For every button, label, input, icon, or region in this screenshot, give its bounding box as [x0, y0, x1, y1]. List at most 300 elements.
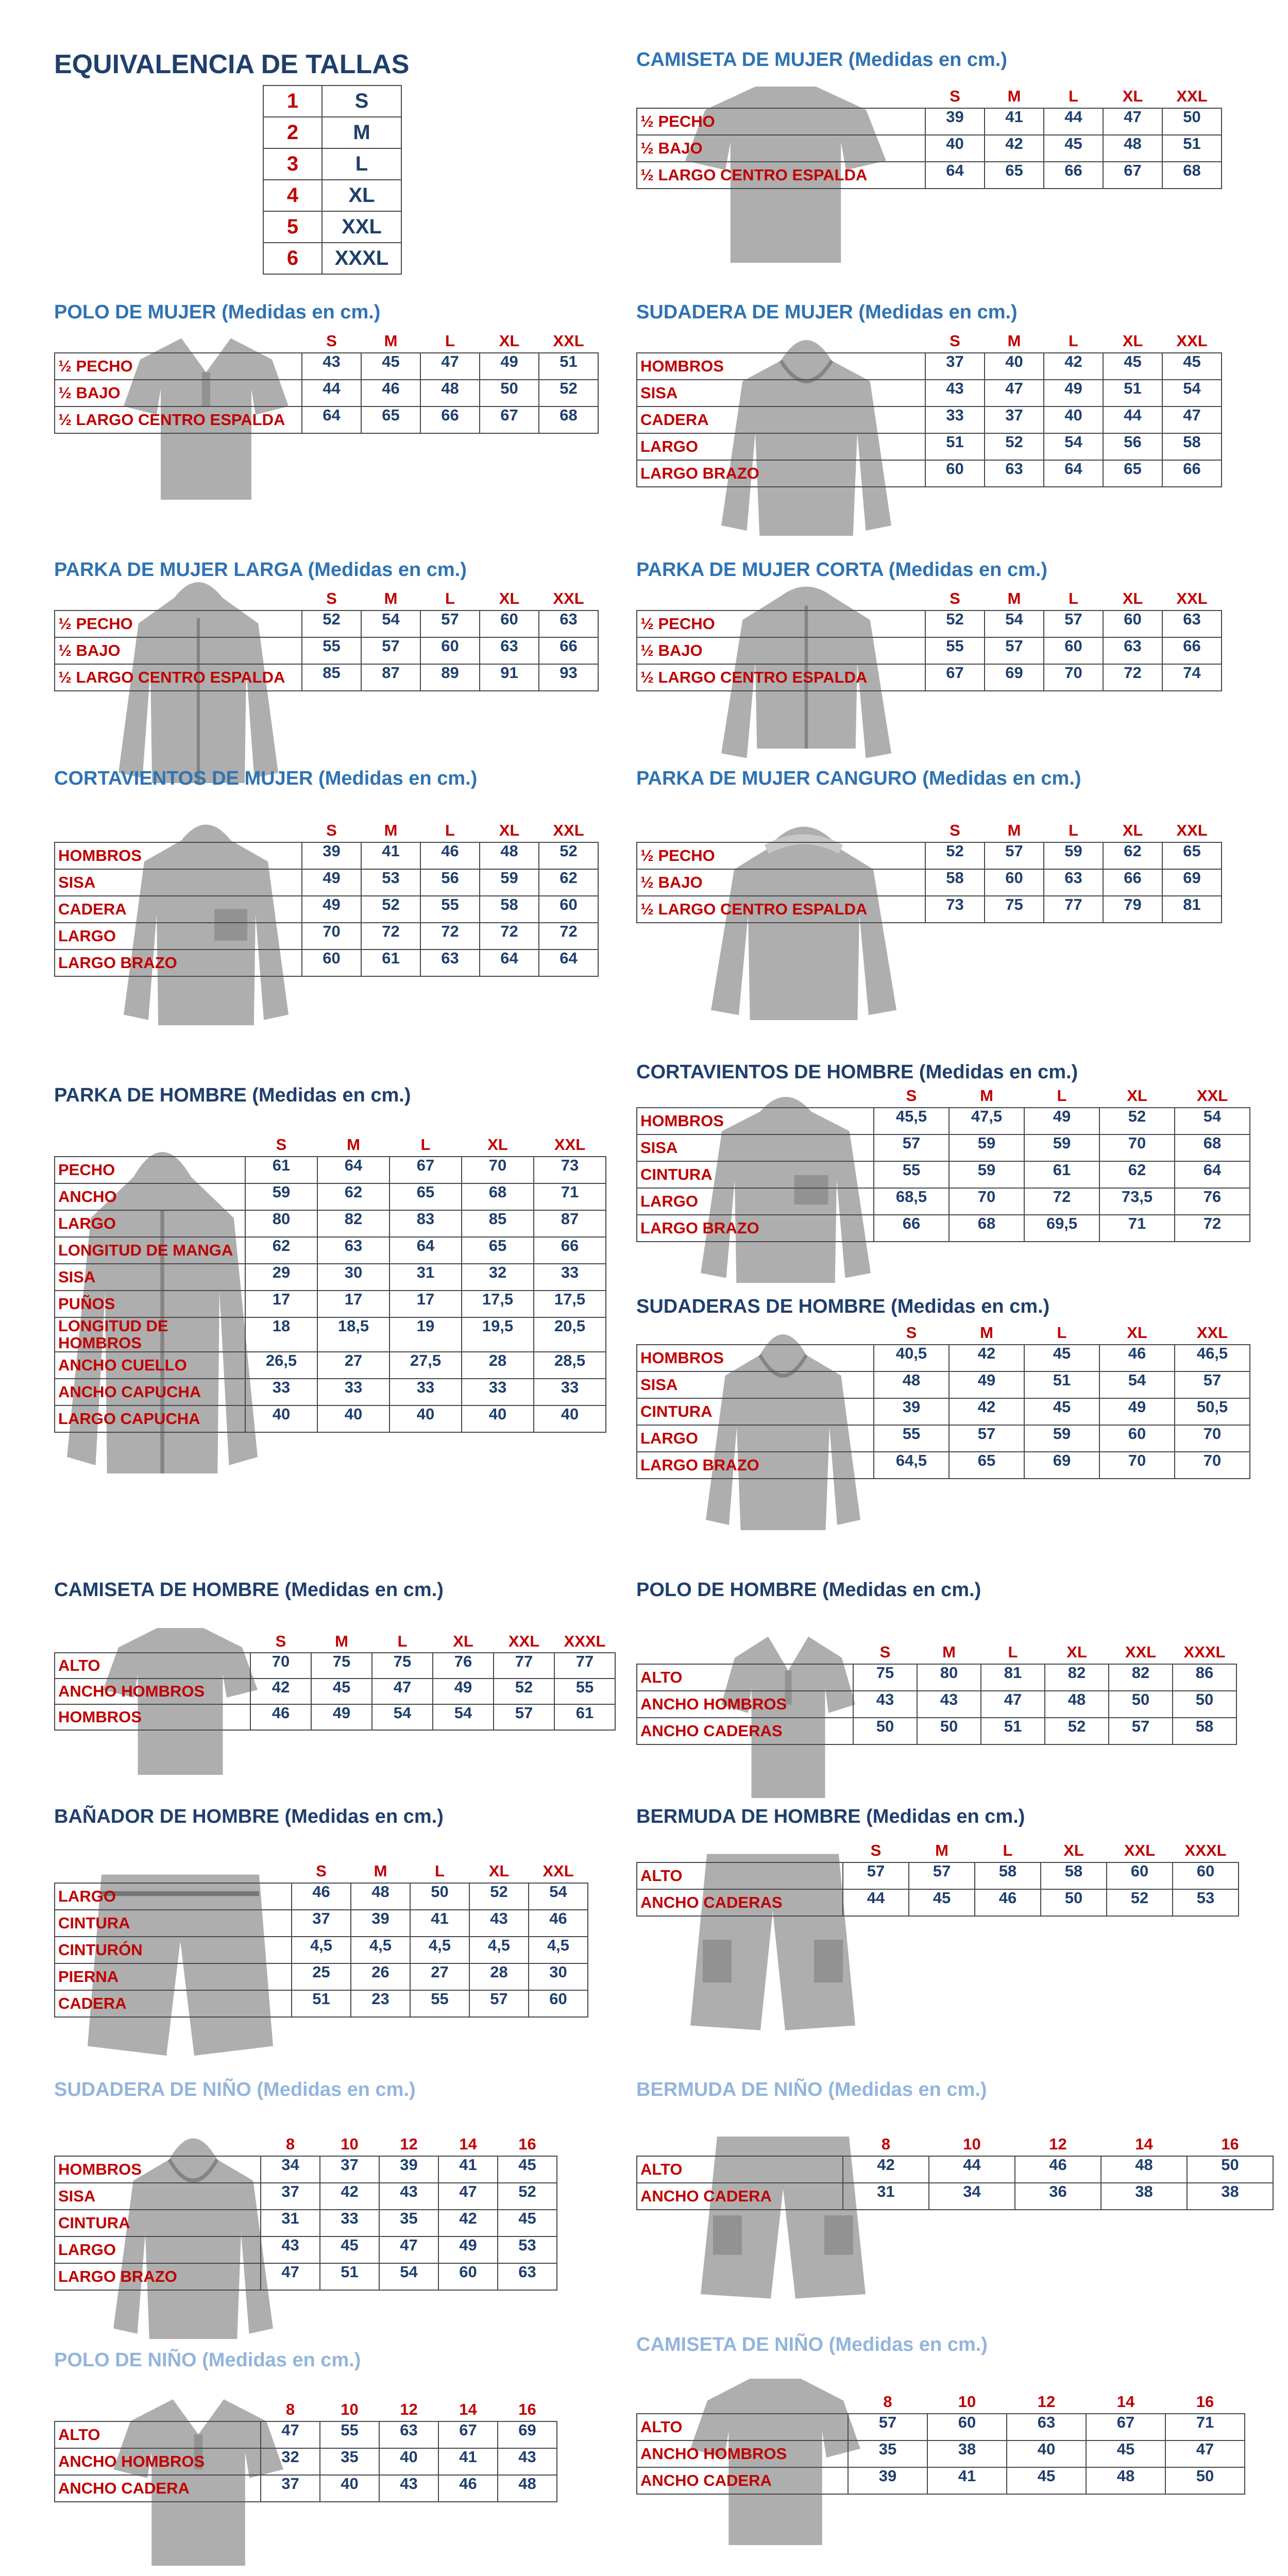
measure-value: 54 [379, 2263, 438, 2290]
size-header: XL [1122, 87, 1143, 105]
measure-value: 51 [539, 353, 598, 380]
size-header: S [870, 1841, 882, 1859]
measure-value: 65 [949, 1452, 1024, 1479]
measure-row [55, 2475, 557, 2502]
size-header: S [906, 1323, 917, 1342]
measure-value: 37 [320, 2156, 379, 2183]
measure-value: 35 [848, 2441, 927, 2467]
measure-value: 37 [261, 2183, 320, 2210]
equivalence-row [263, 148, 401, 180]
measure-value: 75 [985, 896, 1044, 923]
equivalence-table [263, 85, 402, 275]
measure-value: 93 [539, 664, 598, 691]
measure-label: ½ PECHO [55, 611, 302, 637]
measure-label: CADERA [55, 896, 302, 923]
measure-label: ½ BAJO [637, 135, 925, 162]
measure-row [55, 1210, 606, 1237]
measure-value: 85 [302, 664, 361, 691]
size-header: M [347, 1135, 360, 1154]
size-header: L [1057, 1323, 1067, 1342]
measure-value: 42 [843, 2156, 929, 2183]
measure-label: HOMBROS [637, 1345, 874, 1371]
measure-value: 68 [1175, 1134, 1250, 1161]
measure-value: 57 [985, 842, 1044, 869]
measure-value: 49 [1099, 1398, 1175, 1425]
measure-value: 46 [361, 380, 420, 406]
measure-value: 50 [1165, 2467, 1245, 2494]
size-header: XXL [1196, 1086, 1228, 1105]
measure-value: 32 [261, 2448, 320, 2475]
parka-mujer-larga-size-table [54, 587, 599, 691]
size-header-row [55, 1860, 588, 1883]
measure-label: ANCHO CADERA [637, 2183, 843, 2210]
measure-value: 58 [975, 1862, 1041, 1889]
measure-row [55, 2183, 557, 2210]
size-header: XL [1127, 1086, 1147, 1105]
measure-label: LARGO BRAZO [55, 2263, 261, 2290]
measure-label: ALTO [55, 2421, 261, 2448]
size-header: L [1069, 87, 1078, 105]
measure-value: 62 [317, 1183, 389, 1210]
equivalence-row [263, 243, 401, 274]
size-header-row [637, 85, 1222, 108]
size-header: 14 [1135, 2134, 1153, 2153]
size-header-row [637, 587, 1222, 611]
measure-value: 67 [1086, 2414, 1165, 2441]
measure-value: 64 [302, 406, 361, 433]
measure-row [637, 664, 1222, 691]
measure-row [637, 1371, 1250, 1398]
header-spacer [55, 587, 302, 611]
size-header: M [1007, 589, 1021, 607]
size-header-row [55, 587, 598, 611]
measure-value: 61 [361, 950, 420, 976]
measure-row [55, 2210, 557, 2236]
measure-value: 34 [929, 2183, 1015, 2210]
measure-value: 80 [917, 1664, 981, 1691]
measure-value: 32 [462, 1264, 534, 1291]
measure-value: 55 [420, 896, 480, 923]
measure-value: 54 [1175, 1108, 1250, 1134]
measure-value: 18 [245, 1317, 317, 1352]
measure-label: CADERA [55, 1990, 292, 2017]
measure-value: 17 [317, 1291, 389, 1317]
measure-value: 4,5 [469, 1937, 529, 1963]
measure-row [55, 1379, 606, 1405]
measure-row [637, 869, 1222, 896]
measure-row [637, 1134, 1250, 1161]
size-header: M [980, 1323, 993, 1342]
table-title: PARKA DE MUJER LARGA (Medidas en cm.) [54, 559, 467, 581]
measure-label: HOMBROS [637, 353, 925, 380]
measure-value: 70 [949, 1188, 1024, 1215]
measure-value: 40 [389, 1405, 462, 1432]
measure-value: 60 [1107, 1862, 1173, 1889]
measure-row [637, 2414, 1245, 2441]
measure-label: ½ PECHO [637, 842, 925, 869]
table-title: CORTAVIENTOS DE HOMBRE (Medidas en cm.) [636, 1061, 1078, 1083]
size-header: XXL [1196, 1323, 1228, 1342]
measure-value: 52 [539, 842, 598, 869]
measure-value: 4,5 [292, 1937, 351, 1963]
measure-value: 87 [361, 664, 420, 691]
table-title: PARKA DE HOMBRE (Medidas en cm.) [54, 1084, 411, 1106]
banador-hombre-size-table [54, 1860, 588, 2018]
parka-mujer-corta-size-table [636, 587, 1222, 691]
measure-value: 42 [949, 1398, 1024, 1425]
measure-value: 79 [1103, 896, 1162, 923]
measure-label: SISA [637, 1371, 874, 1398]
measure-value: 52 [925, 842, 985, 869]
measure-value: 41 [985, 108, 1044, 135]
measure-value: 57 [1044, 611, 1103, 637]
measure-label: LARGO BRAZO [637, 1215, 874, 1242]
measure-row [637, 1345, 1250, 1371]
size-header: L [445, 331, 455, 350]
measure-value: 72 [1103, 664, 1162, 691]
measure-row [55, 1990, 588, 2017]
measure-value: 85 [462, 1210, 534, 1237]
measure-value: 51 [1162, 135, 1222, 162]
table-title: PARKA DE MUJER CANGURO (Medidas en cm.) [636, 768, 1081, 789]
measure-value: 52 [1045, 1718, 1109, 1744]
measure-value: 25 [292, 1963, 351, 1990]
measure-value: 39 [848, 2467, 927, 2494]
measure-value: 45 [1103, 353, 1162, 380]
measure-value: 40 [462, 1405, 534, 1432]
size-header: M [980, 1086, 993, 1105]
measure-value: 39 [351, 1910, 410, 1937]
measure-label: ½ BAJO [55, 637, 302, 664]
measure-row [55, 1937, 588, 1963]
measure-value: 62 [1099, 1161, 1175, 1188]
measure-value: 33 [317, 1379, 389, 1405]
size-header: 16 [1221, 2134, 1239, 2153]
measure-value: 63 [539, 611, 598, 637]
measure-value: 42 [985, 135, 1044, 162]
measure-value: 58 [925, 869, 985, 896]
size-header: XL [499, 331, 520, 350]
size-header: M [942, 1642, 956, 1661]
measure-value: 64 [389, 1237, 462, 1264]
measure-label: ANCHO HOMBROS [637, 1691, 853, 1718]
measure-value: 39 [925, 108, 985, 135]
measure-value: 39 [379, 2156, 438, 2183]
measure-row [637, 380, 1222, 406]
measure-value: 33 [534, 1264, 606, 1291]
measure-value: 43 [917, 1691, 981, 1718]
measure-value: 52 [1107, 1889, 1173, 1916]
measure-row [637, 1718, 1236, 1744]
measure-value: 40 [1007, 2441, 1086, 2467]
measure-value: 58 [480, 896, 539, 923]
measure-row [55, 869, 598, 896]
measure-row [55, 664, 598, 691]
measure-value: 42 [949, 1345, 1024, 1371]
measure-label: ANCHO [55, 1183, 245, 1210]
measure-row [637, 1425, 1250, 1452]
measure-value: 57 [1175, 1371, 1250, 1398]
measure-value: 55 [874, 1161, 949, 1188]
measure-value: 48 [874, 1371, 949, 1398]
measure-row [55, 1317, 606, 1352]
measure-label: LARGO [55, 1210, 245, 1237]
size-header: XXL [1176, 821, 1208, 839]
measure-value: 61 [1024, 1161, 1099, 1188]
measure-value: 34 [261, 2156, 320, 2183]
size-header: L [445, 821, 455, 839]
measure-value: 51 [320, 2263, 379, 2290]
measure-value: 48 [498, 2475, 557, 2502]
measure-value: 47 [1103, 108, 1162, 135]
measure-label: SISA [55, 1264, 245, 1291]
measure-value: 57 [361, 637, 420, 664]
measure-value: 31 [843, 2183, 929, 2210]
size-header: 8 [881, 2134, 891, 2153]
measure-value: 50,5 [1175, 1398, 1250, 1425]
measure-value: 49 [311, 1704, 372, 1730]
size-header: 8 [883, 2392, 892, 2411]
cortavientos-mujer-size-table [54, 819, 599, 977]
measure-label: ALTO [637, 1664, 853, 1691]
size-header: 16 [518, 2400, 536, 2418]
size-header: S [950, 589, 960, 607]
measure-row [55, 380, 598, 406]
measure-value: 40 [925, 135, 985, 162]
measure-label: LARGO CAPUCHA [55, 1405, 245, 1432]
measure-label: PIERNA [55, 1963, 292, 1990]
size-header: XXL [1176, 331, 1208, 350]
size-header: XXXL [1184, 1841, 1227, 1859]
measure-value: 51 [1103, 380, 1162, 406]
measure-value: 42 [438, 2210, 498, 2236]
measure-value: 61 [245, 1157, 317, 1183]
table-title: BERMUDA DE HOMBRE (Medidas en cm.) [636, 1806, 1025, 1827]
measure-value: 63 [379, 2421, 438, 2448]
size-header: XL [487, 1135, 508, 1154]
measure-value: 48 [351, 1883, 410, 1910]
measure-value: 40 [534, 1405, 606, 1432]
measure-value: 41 [927, 2467, 1007, 2494]
header-spacer [637, 1321, 874, 1345]
measure-value: 52 [494, 1679, 554, 1704]
equivalence-number: 3 [263, 148, 322, 180]
measure-row [55, 1352, 606, 1379]
size-header-row [637, 1641, 1236, 1664]
table-title: CAMISETA DE NIÑO (Medidas en cm.) [636, 2334, 988, 2355]
size-header: XXXL [1183, 1642, 1226, 1661]
measure-label: HOMBROS [637, 1108, 874, 1134]
measure-value: 58 [1041, 1862, 1107, 1889]
measure-label: ½ LARGO CENTRO ESPALDA [55, 406, 302, 433]
measure-value: 41 [438, 2156, 498, 2183]
measure-value: 69 [1024, 1452, 1099, 1479]
measure-value: 47 [985, 380, 1044, 406]
size-header: XL [1063, 1841, 1084, 1859]
measure-label: ANCHO HOMBROS [55, 2448, 261, 2475]
measure-value: 59 [1044, 842, 1103, 869]
measure-label: ANCHO HOMBROS [637, 2441, 848, 2467]
measure-value: 63 [480, 637, 539, 664]
table-title: SUDADERAS DE HOMBRE (Medidas en cm.) [636, 1296, 1050, 1317]
measure-value: 73 [925, 896, 985, 923]
size-header: 14 [1116, 2392, 1135, 2411]
measure-value: 77 [554, 1653, 615, 1679]
measure-value: 72 [480, 923, 539, 950]
measure-value: 68,5 [874, 1188, 949, 1215]
measure-value: 47,5 [949, 1108, 1024, 1134]
measure-value: 41 [410, 1910, 469, 1937]
measure-label: LARGO [637, 1425, 874, 1452]
measure-label: HOMBROS [55, 1704, 250, 1730]
table-title: POLO DE HOMBRE (Medidas en cm.) [636, 1579, 981, 1601]
measure-value: 64 [539, 950, 598, 976]
measure-value: 54 [372, 1704, 433, 1730]
measure-value: 19 [389, 1317, 462, 1352]
measure-value: 42 [250, 1679, 311, 1704]
polo-mujer-size-table [54, 330, 599, 434]
measure-value: 48 [1103, 135, 1162, 162]
measure-value: 59 [1024, 1134, 1099, 1161]
measure-value: 45 [311, 1679, 372, 1704]
measure-label: ALTO [55, 1653, 250, 1679]
measure-label: CINTURA [637, 1398, 874, 1425]
equivalence-row [263, 86, 401, 117]
measure-value: 55 [874, 1425, 949, 1452]
size-header: 10 [341, 2400, 359, 2418]
measure-label: LARGO BRAZO [637, 1452, 874, 1479]
size-header-row [637, 330, 1222, 353]
header-spacer [55, 2398, 261, 2421]
measure-value: 67 [389, 1157, 462, 1183]
measure-value: 91 [480, 664, 539, 691]
measure-value: 51 [1024, 1371, 1099, 1398]
measure-row [637, 1691, 1236, 1718]
measure-value: 53 [1173, 1889, 1239, 1916]
equivalence-row [263, 180, 401, 211]
bermuda-nino-size-table [636, 2133, 1274, 2210]
table-title: BERMUDA DE NIÑO (Medidas en cm.) [636, 2079, 987, 2100]
measure-value: 46 [420, 842, 480, 869]
measure-label: SISA [55, 2183, 261, 2210]
measure-value: 54 [1099, 1371, 1175, 1398]
measure-value: 82 [1109, 1664, 1173, 1691]
measure-value: 66 [420, 406, 480, 433]
measure-value: 45 [909, 1889, 975, 1916]
measure-value: 44 [929, 2156, 1015, 2183]
measure-value: 70 [1175, 1452, 1250, 1479]
measure-value: 50 [1109, 1691, 1173, 1718]
measure-value: 45 [1024, 1345, 1099, 1371]
size-header: XL [499, 589, 520, 607]
table-title: CAMISETA DE HOMBRE (Medidas en cm.) [54, 1579, 444, 1601]
size-header: 12 [1049, 2134, 1067, 2153]
size-header: L [435, 1861, 445, 1880]
measure-value: 59 [245, 1183, 317, 1210]
measure-value: 89 [420, 664, 480, 691]
table-title: POLO DE NIÑO (Medidas en cm.) [54, 2349, 361, 2371]
measure-label: HOMBROS [55, 842, 302, 869]
measure-row [55, 611, 598, 637]
measure-row [637, 2467, 1245, 2494]
measure-label: LARGO BRAZO [55, 950, 302, 976]
measure-row [637, 1398, 1250, 1425]
measure-row [637, 433, 1222, 460]
size-header: S [326, 589, 337, 607]
measure-value: 46,5 [1175, 1345, 1250, 1371]
measure-label: HOMBROS [55, 2156, 261, 2183]
measure-row [637, 1161, 1250, 1188]
measure-row [637, 2441, 1245, 2467]
measure-value: 60 [925, 460, 985, 487]
measure-row [637, 460, 1222, 487]
measure-value: 64 [1175, 1161, 1250, 1188]
measure-value: 31 [261, 2210, 320, 2236]
measure-value: 43 [261, 2236, 320, 2263]
measure-value: 69 [985, 664, 1044, 691]
measure-label: ½ BAJO [637, 637, 925, 664]
measure-value: 48 [1045, 1691, 1109, 1718]
measure-value: 51 [981, 1718, 1045, 1744]
size-header: XL [453, 1632, 473, 1650]
measure-value: 77 [494, 1653, 554, 1679]
measure-label: LARGO [55, 2236, 261, 2263]
size-header: XXL [1124, 1841, 1156, 1859]
measure-value: 68 [539, 406, 598, 433]
table-title: POLO DE MUJER (Medidas en cm.) [54, 301, 381, 323]
measure-value: 76 [1175, 1188, 1250, 1215]
measure-value: 57 [843, 1862, 909, 1889]
measure-label: ANCHO HOMBROS [55, 1679, 250, 1704]
measure-value: 46 [1015, 2156, 1101, 2183]
measure-value: 73,5 [1099, 1188, 1175, 1215]
measure-value: 50 [853, 1718, 917, 1744]
measure-value: 52 [302, 611, 361, 637]
size-header: M [384, 821, 398, 839]
measure-value: 4,5 [351, 1937, 410, 1963]
measure-label: ANCHO CADERAS [637, 1889, 843, 1916]
measure-value: 20,5 [534, 1317, 606, 1352]
measure-value: 56 [1103, 433, 1162, 460]
measure-label: ANCHO CAPUCHA [55, 1379, 245, 1405]
measure-value: 26 [351, 1963, 410, 1990]
measure-label: ½ LARGO CENTRO ESPALDA [55, 664, 302, 691]
measure-value: 37 [261, 2475, 320, 2502]
measure-value: 60 [438, 2263, 498, 2290]
measure-row [637, 1188, 1250, 1215]
measure-label: ½ PECHO [637, 108, 925, 135]
size-header-row [637, 1839, 1239, 1862]
measure-value: 40 [379, 2448, 438, 2475]
measure-value: 57 [985, 637, 1044, 664]
measure-value: 46 [529, 1910, 588, 1937]
sudadera-nino-size-table [54, 2133, 557, 2291]
measure-value: 17 [389, 1291, 462, 1317]
size-header: S [879, 1642, 891, 1661]
measure-value: 30 [317, 1264, 389, 1291]
measure-value: 60 [985, 869, 1044, 896]
size-header: M [1007, 331, 1021, 350]
measure-value: 38 [927, 2441, 1007, 2467]
measure-value: 27,5 [389, 1352, 462, 1379]
measure-value: 36 [1015, 2183, 1101, 2210]
measure-value: 44 [1103, 406, 1162, 433]
measure-value: 58 [1162, 433, 1222, 460]
measure-value: 61 [554, 1704, 615, 1730]
measure-value: 65 [985, 162, 1044, 189]
measure-value: 66 [1162, 460, 1222, 487]
size-header: 10 [341, 2134, 359, 2153]
